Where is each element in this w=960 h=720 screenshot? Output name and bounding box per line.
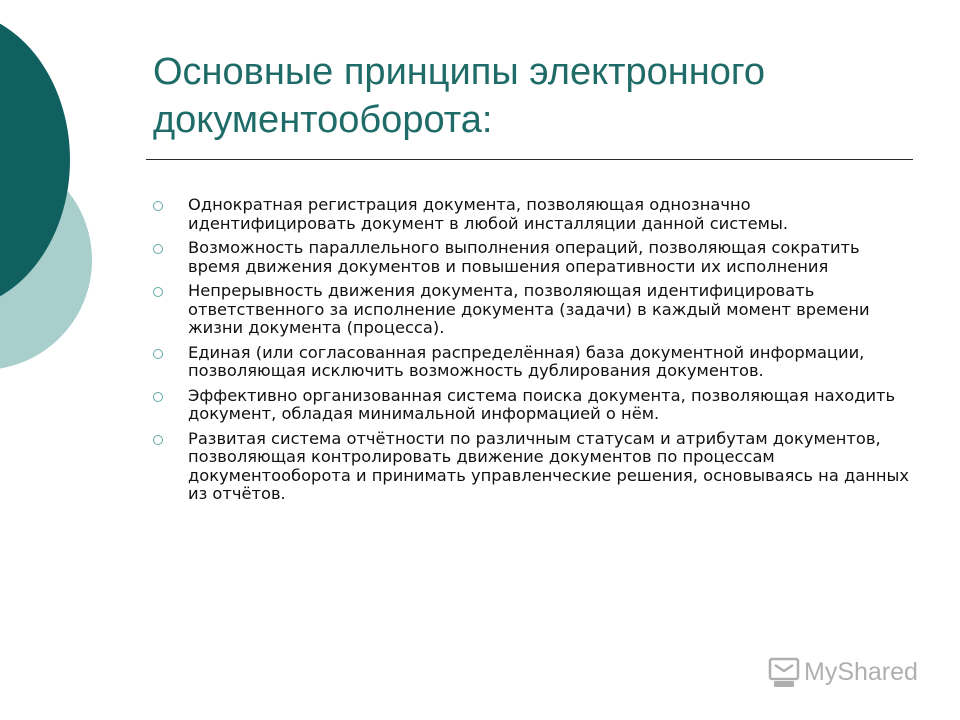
title-divider	[146, 159, 913, 160]
bullet-text: Непрерывность движения документа, позволяющая идентифицировать ответственного за исполнение документа (задачи) в каждый момент времени жизни документа (процесса).	[188, 281, 870, 337]
bullet-item	[150, 196, 910, 233]
mail-tray-icon	[768, 655, 800, 689]
bullet-item	[150, 344, 910, 381]
bullet-text: Развитая система отчётности по различным статусам и атрибутам документов, позволяющая контролировать движение документов по процессам документооборота и принимать управленческие решения, основываясь на данных из отчётов.	[188, 428, 909, 503]
bullet-text: Возможность параллельного выполнения операций, позволяющая сократить время движения документов и повышения оперативности их исполнения	[188, 238, 860, 276]
slide-title: Основные принципы электронного документооборота:	[153, 51, 766, 141]
bullet-circle-icon	[153, 349, 163, 359]
bullet-circle-icon	[153, 392, 163, 402]
bullet-item	[150, 282, 910, 338]
bullet-list	[150, 196, 910, 510]
bullet-circle-icon	[153, 201, 163, 211]
bullet-item	[150, 239, 910, 276]
bullet-circle-icon	[153, 244, 163, 254]
bullet-item	[150, 387, 910, 424]
bullet-item	[150, 430, 910, 504]
bullet-text: Однократная регистрация документа, позволяющая однозначно идентифицировать документ в любой инсталляции данной системы.	[188, 195, 788, 233]
bullet-text: Единая (или согласованная распределённая) база документной информации, позволяющая исключить возможность дублирования документов.	[188, 342, 865, 380]
bullet-circle-icon	[153, 287, 163, 297]
bullet-text: Эффективно организованная система поиска документа, позволяющая находить документ, обладая минимальной информацией о нём.	[188, 385, 896, 423]
watermark-logo	[768, 655, 918, 689]
bullet-circle-icon	[153, 435, 163, 445]
watermark-text: MyShared	[804, 658, 918, 686]
